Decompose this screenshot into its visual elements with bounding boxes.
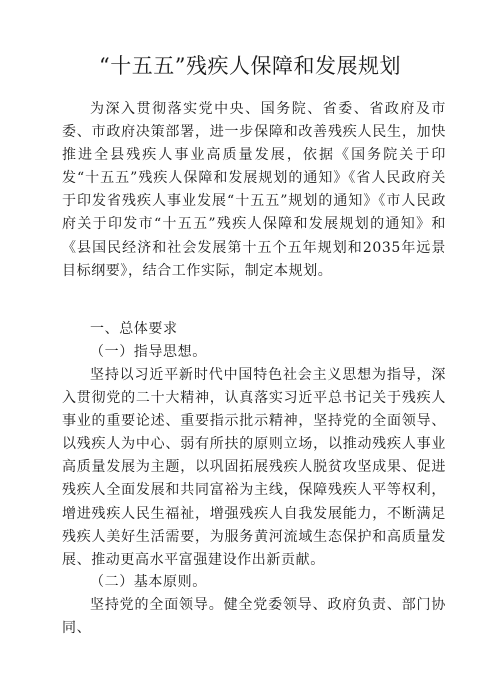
document-title: “十五五”残疾人保障和发展规划 xyxy=(99,54,401,78)
basic-principles-paragraph: 坚持党的全面领导。健全党委领导、政府负责、部门协同、 xyxy=(62,597,446,637)
section-heading-general-requirements: 一、总体要求 xyxy=(90,321,178,337)
intro-paragraph: 为深入贯彻落实党中央、国务院、省委、省政府及市委、市政府决策部署，进一步保障和改善残疾人民生，加快推进全县残疾人事业高质量发展，依据《国务院关于印发“十五五”残疾人保障和发展规划的通知》《省人民政府关于印发省残疾人事业发展“十五五”规划的通知》《市人民政府关于印发市“十五五”残疾人保障和发展规划的通知》和《县国民经济和社会发展第十五个五年规划和2035年远景目标纲要》，结合工作实际，制定本规划。 xyxy=(62,101,446,279)
guiding-ideology-paragraph: 坚持以习近平新时代中国特色社会主义思想为指导，深入贯彻党的二十大精神，认真落实习近平总书记关于残疾人事业的重要论述、重要指示批示精神，坚持党的全面领导、以残疾人为中心、弱有所扶的原则立场，以推动残疾人事业高质量发展为主题，以巩固拓展残疾人脱贫攻坚成果、促进残疾人全面发展和共同富裕为主线，保障残疾人平等权利，增进残疾人民生福祉，增强残疾人自我发展能力，不断满足残疾人美好生活需要，为服务黄河流域生态保护和高质量发展、推动更高水平富强建设作出新贡献。 xyxy=(62,367,446,568)
subsection-heading-basic-principles: （二）基本原则。 xyxy=(90,574,207,590)
subsection-heading-guiding-ideology: （一）指导思想。 xyxy=(90,344,207,360)
